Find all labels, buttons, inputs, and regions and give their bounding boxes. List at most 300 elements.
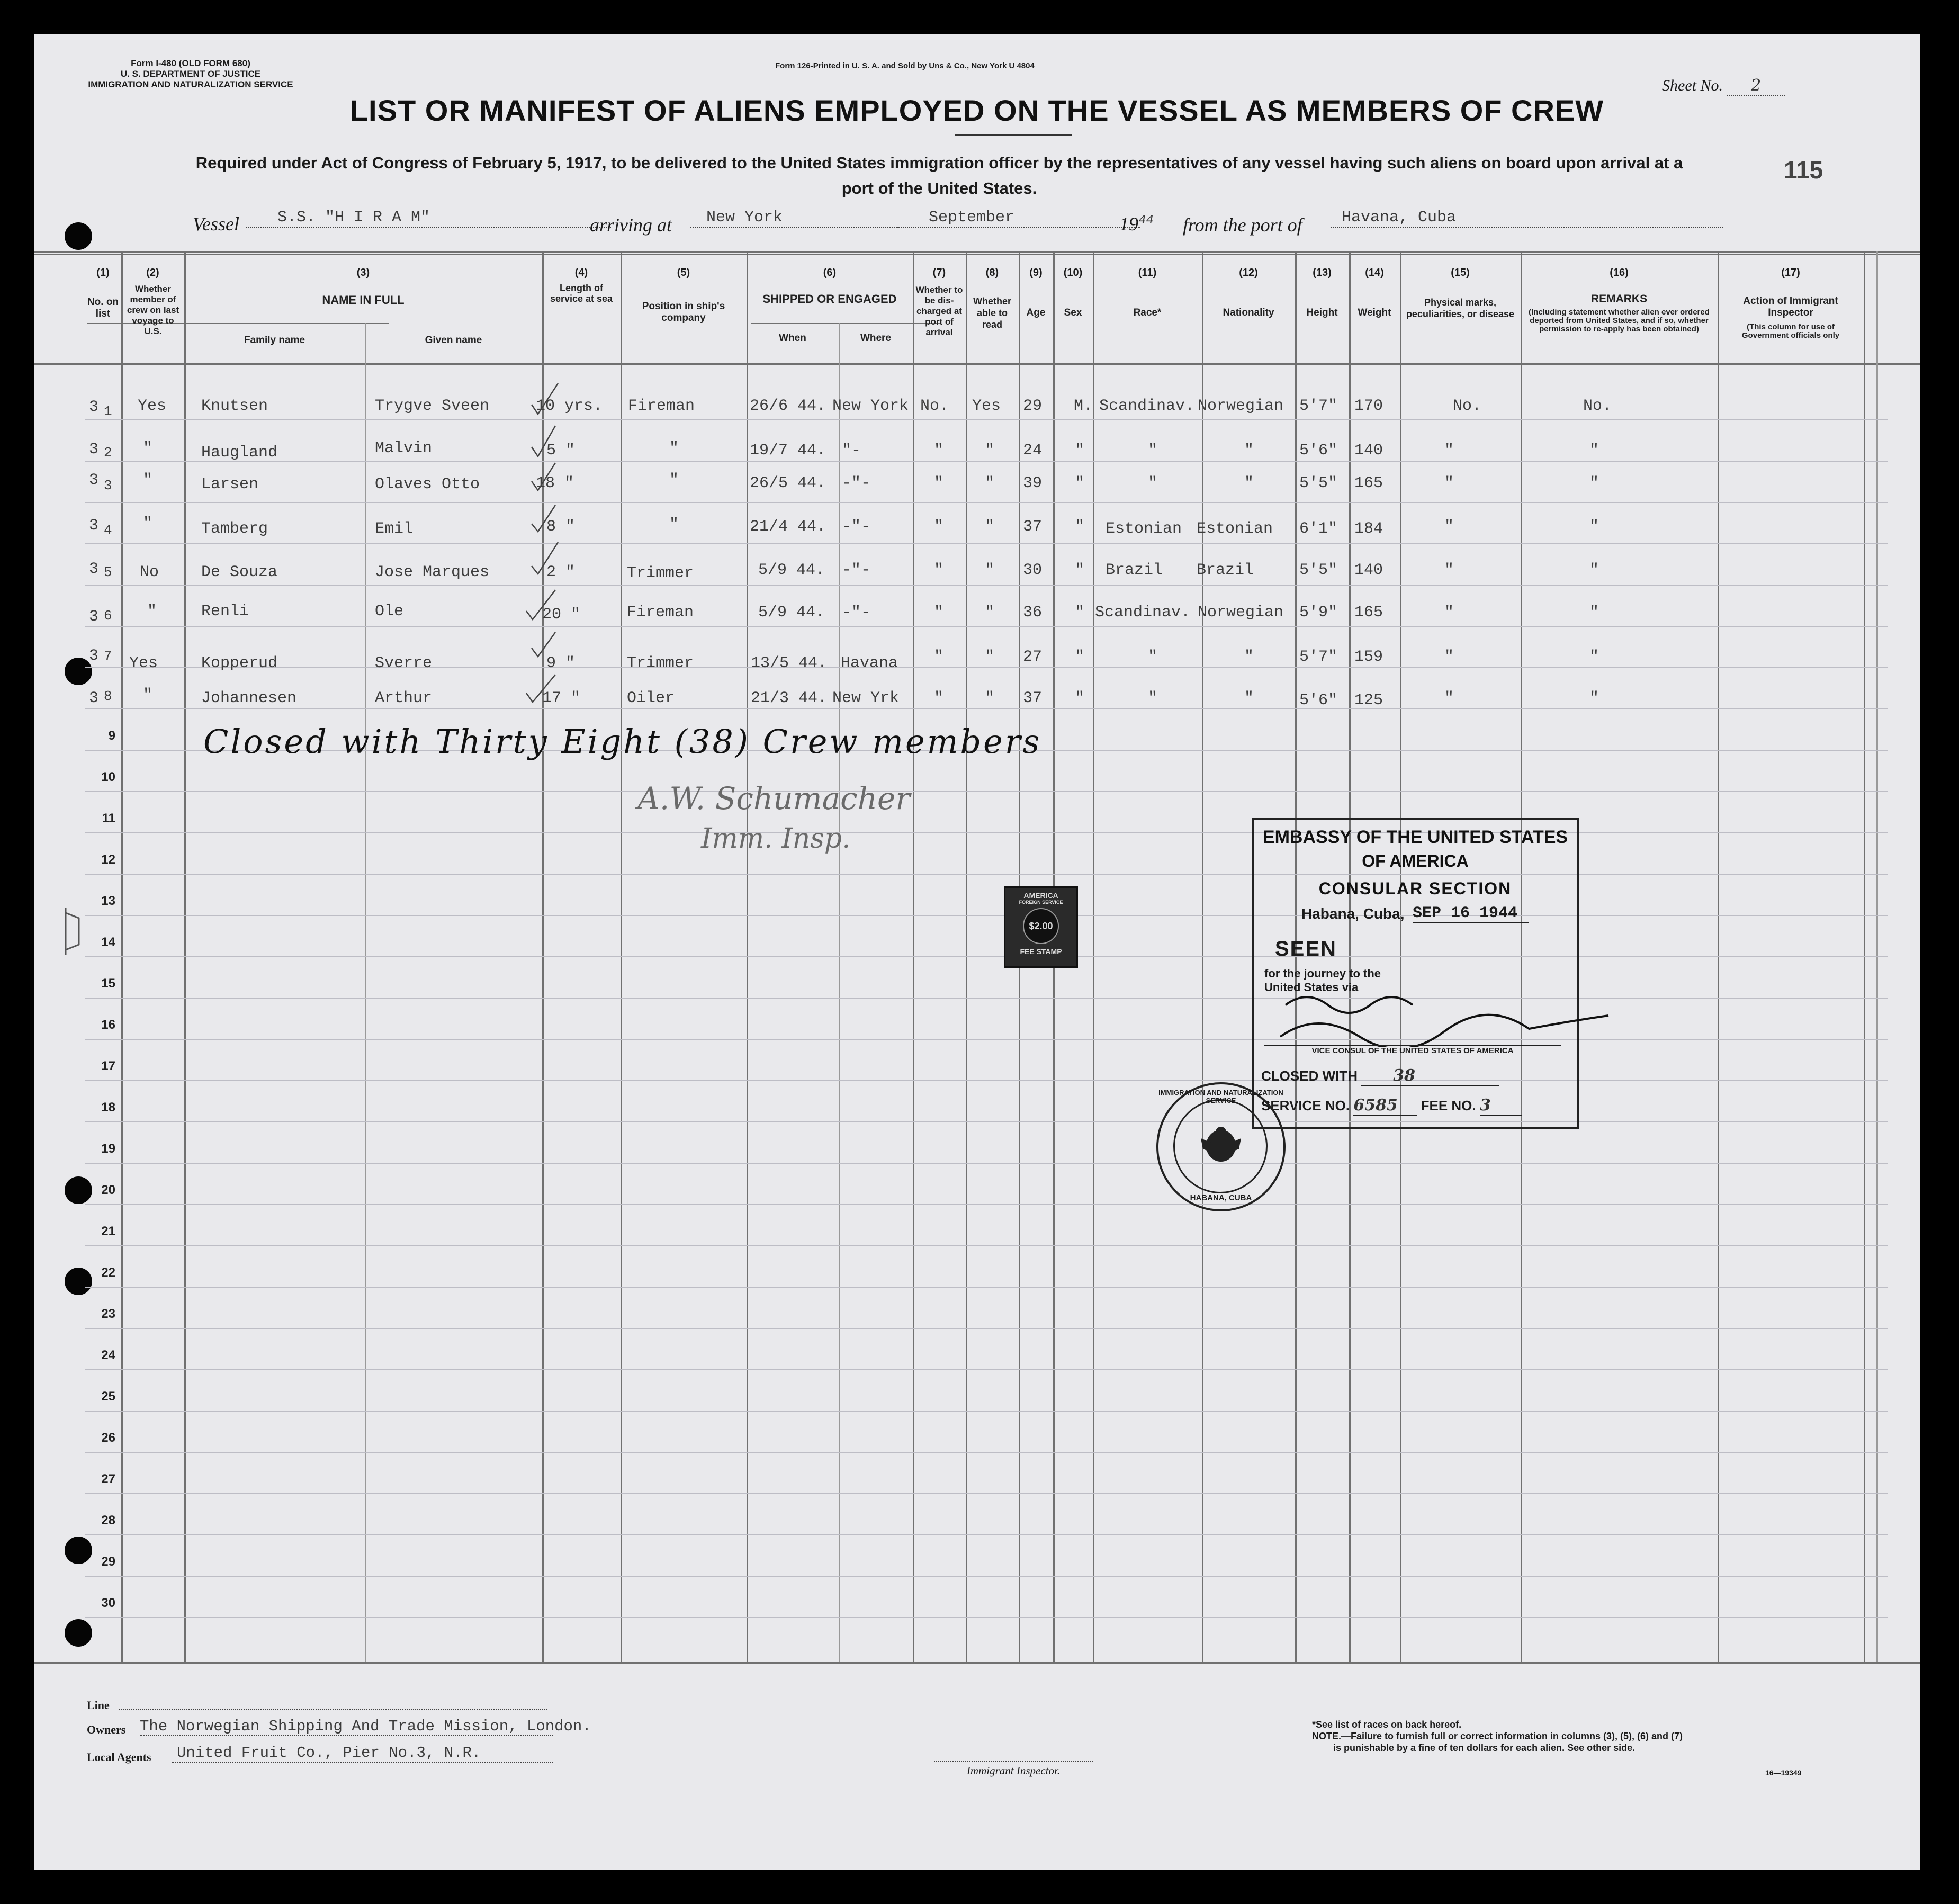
sex-cell: " bbox=[1075, 648, 1085, 666]
column-number: (3) bbox=[356, 267, 370, 279]
family-name-cell: Kopperud bbox=[201, 654, 278, 672]
position-cell: Trimmer bbox=[627, 564, 694, 582]
race-cell: " bbox=[1148, 689, 1158, 707]
seal-outer-text: IMMIGRATION AND NATURALIZATION SERVICE bbox=[1158, 1089, 1283, 1104]
row-number-label: 16 bbox=[101, 1018, 115, 1032]
stamp-seen: SEEN bbox=[1275, 937, 1337, 960]
family-name-cell: Tamberg bbox=[201, 520, 268, 538]
seal-bottom-text: HABANA, CUBA bbox=[1190, 1193, 1252, 1202]
closing-note: Closed with Thirty Eight (38) Crew members bbox=[203, 722, 1042, 761]
row-prefix: 3 bbox=[89, 398, 99, 416]
row-number-label: 18 bbox=[101, 1100, 115, 1115]
length-cell: 8 " bbox=[546, 518, 576, 536]
last-voyage-cell: " bbox=[147, 603, 157, 621]
when-cell: 13/5 44. bbox=[751, 654, 828, 672]
sheet-value: 2 bbox=[1727, 76, 1785, 96]
where-cell: -"- bbox=[842, 561, 871, 579]
row-rule bbox=[85, 915, 1888, 916]
inspector-signature: A.W. Schumacher bbox=[637, 780, 911, 816]
where-cell: -"- bbox=[842, 518, 871, 536]
age-cell: 36 bbox=[1023, 604, 1043, 622]
given-name-cell: Jose Marques bbox=[375, 563, 490, 581]
stamp-service bbox=[1261, 1096, 1522, 1116]
when-cell: 19/7 44. bbox=[750, 442, 826, 460]
fee-stamp bbox=[1004, 886, 1078, 968]
header-name-in-full: NAME IN FULL bbox=[322, 293, 405, 307]
vessel-label: Vessel bbox=[193, 213, 239, 235]
column-number: (14) bbox=[1365, 267, 1384, 279]
footer-line-label: Line bbox=[87, 1699, 110, 1712]
page-number: 115 bbox=[1784, 156, 1823, 184]
remarks-cell: " bbox=[1589, 648, 1599, 666]
nationality-cell: Norwegian bbox=[1198, 397, 1284, 415]
footer-owners: The Norwegian Shipping And Trade Mission, London. bbox=[140, 1718, 591, 1735]
race-cell: Scandinav. bbox=[1099, 397, 1195, 415]
sex-cell: " bbox=[1075, 604, 1085, 622]
read-cell: " bbox=[985, 648, 995, 666]
read-cell: " bbox=[985, 442, 995, 460]
header-inspector-action: Action of Immigrant Inspector bbox=[1743, 295, 1838, 318]
read-cell: " bbox=[985, 561, 995, 579]
stamp-journey-2: United States via bbox=[1264, 981, 1359, 994]
row-prefix: 3 bbox=[89, 471, 99, 489]
sex-cell: " bbox=[1075, 518, 1085, 536]
consul-signature bbox=[1275, 989, 1614, 1047]
length-cell: 9 " bbox=[546, 654, 576, 672]
column-number: (7) bbox=[932, 267, 946, 279]
discharged-cell: " bbox=[934, 442, 944, 460]
length-cell: 10 yrs. bbox=[536, 397, 603, 415]
race-cell: Scandinav. bbox=[1095, 604, 1191, 622]
fee-stamp-label: FEE STAMP bbox=[1020, 947, 1062, 956]
race-cell: " bbox=[1148, 648, 1158, 666]
header-race: Race* bbox=[1133, 307, 1162, 318]
header-length-of-service: Length of service at sea bbox=[550, 283, 613, 304]
stamp-closed-label: CLOSED WITH bbox=[1261, 1068, 1358, 1084]
consular-stamp bbox=[1252, 818, 1579, 1129]
footer-races-note: *See list of races on back hereof. bbox=[1312, 1719, 1462, 1730]
header-where: Where bbox=[860, 333, 892, 344]
column-rule bbox=[839, 323, 840, 1662]
row-number-label: 20 bbox=[101, 1183, 115, 1197]
stamp-city: Habana, Cuba, bbox=[1301, 905, 1405, 922]
nationality-cell: " bbox=[1244, 648, 1254, 666]
race-cell: Brazil bbox=[1106, 561, 1163, 579]
subtitle bbox=[55, 150, 1823, 201]
discharged-cell: " bbox=[934, 518, 944, 536]
height-cell: 5'7" bbox=[1299, 648, 1338, 666]
nationality-cell: " bbox=[1244, 689, 1254, 707]
last-voyage-cell: " bbox=[143, 686, 153, 704]
row-number-label: 29 bbox=[101, 1555, 115, 1569]
stamp-fee-value: 3 bbox=[1480, 1096, 1522, 1116]
header-age: Age bbox=[1026, 307, 1046, 318]
marks-cell: " bbox=[1444, 604, 1454, 622]
race-cell: " bbox=[1148, 474, 1158, 492]
row-prefix: 3 bbox=[89, 608, 99, 626]
column-number: (16) bbox=[1610, 267, 1629, 279]
column-number: (2) bbox=[146, 267, 159, 279]
footer-line-rule bbox=[119, 1709, 547, 1710]
row-rule bbox=[85, 1080, 1888, 1081]
last-voyage-cell: Yes bbox=[129, 654, 158, 672]
where-cell: New York bbox=[832, 397, 909, 415]
subtitle-line-1: Required under Act of Congress of February 5, 1917, to be delivered to the United States immigration officer by the representatives of any vessel having such aliens on board upon arrival at a bbox=[195, 154, 1683, 172]
vessel-name: S.S. "H I R A M" bbox=[246, 209, 611, 228]
footer-note-2: is punishable by a fine of ten dollars for each alien. See other side. bbox=[1333, 1743, 1636, 1753]
where-cell: -"- bbox=[842, 604, 871, 622]
discharged-cell: " bbox=[934, 474, 944, 492]
position-cell: Fireman bbox=[628, 397, 695, 415]
row-number-label: 27 bbox=[101, 1472, 115, 1486]
header-no-on-list: No. on list bbox=[87, 297, 119, 319]
row-number: 3 bbox=[104, 478, 112, 493]
arrival-month: September bbox=[897, 209, 1140, 228]
service-name: IMMIGRATION AND NATURALIZATION SERVICE bbox=[88, 79, 293, 89]
height-cell: 5'5" bbox=[1299, 561, 1338, 579]
table-top-rule-2 bbox=[34, 254, 1920, 255]
header-family-name: Family name bbox=[244, 335, 305, 346]
stamp-date: SEP 16 1944 bbox=[1413, 904, 1529, 923]
column-number: (11) bbox=[1138, 267, 1157, 279]
from-label: from the port of bbox=[1183, 214, 1302, 236]
row-number-label: 23 bbox=[101, 1307, 115, 1321]
sex-cell: " bbox=[1075, 474, 1085, 492]
position-cell: Fireman bbox=[627, 604, 694, 622]
fold-mark bbox=[55, 902, 92, 960]
height-cell: 6'1" bbox=[1299, 520, 1338, 538]
position-cell: " bbox=[669, 439, 679, 457]
row-rule bbox=[85, 1452, 1888, 1453]
discharged-cell: " bbox=[934, 648, 944, 666]
page-title: LIST OR MANIFEST OF ALIENS EMPLOYED ON THE VESSEL AS MEMBERS OF CREW bbox=[349, 94, 1604, 127]
weight-cell: 165 bbox=[1354, 604, 1383, 622]
row-rule bbox=[85, 1369, 1888, 1370]
given-name-cell: Trygve Sveen bbox=[375, 397, 490, 415]
row-number: 6 bbox=[104, 608, 112, 624]
row-rule bbox=[85, 791, 1888, 792]
from-port: Havana, Cuba bbox=[1331, 209, 1723, 228]
row-number-label: 19 bbox=[101, 1142, 115, 1156]
footer-inspector-label: Immigrant Inspector. bbox=[934, 1761, 1093, 1777]
sex-cell: M. bbox=[1074, 397, 1093, 415]
height-cell: 5'6" bbox=[1299, 442, 1338, 460]
table-bottom-rule bbox=[34, 1662, 1920, 1664]
row-prefix: 3 bbox=[89, 647, 99, 665]
family-name-cell: De Souza bbox=[201, 563, 278, 581]
marks-cell: " bbox=[1444, 561, 1454, 579]
given-name-cell: Olaves Otto bbox=[375, 475, 480, 493]
arrival-year bbox=[1119, 213, 1154, 235]
age-cell: 29 bbox=[1023, 397, 1043, 415]
row-number: 8 bbox=[104, 688, 112, 704]
punch-hole bbox=[65, 658, 92, 685]
row-number: 1 bbox=[104, 403, 112, 419]
title-rule bbox=[955, 134, 1072, 136]
manifest-sheet bbox=[34, 34, 1920, 1870]
family-name-cell: Johannesen bbox=[201, 689, 297, 707]
weight-cell: 170 bbox=[1354, 397, 1383, 415]
row-number-label: 14 bbox=[101, 935, 115, 949]
read-cell: " bbox=[985, 604, 995, 622]
immigration-seal bbox=[1156, 1082, 1286, 1211]
row-rule bbox=[85, 502, 1888, 503]
height-cell: 5'9" bbox=[1299, 604, 1338, 622]
row-rule bbox=[85, 461, 1888, 462]
row-rule bbox=[85, 1245, 1888, 1246]
when-cell: 21/3 44. bbox=[751, 689, 828, 707]
row-rule bbox=[85, 956, 1888, 957]
length-cell: 5 " bbox=[546, 442, 576, 460]
marks-cell: " bbox=[1444, 442, 1454, 460]
header-given-name: Given name bbox=[425, 335, 482, 346]
column-number: (5) bbox=[677, 267, 690, 279]
row-number-label: 22 bbox=[101, 1265, 115, 1280]
where-cell: Havana bbox=[841, 654, 898, 672]
weight-cell: 140 bbox=[1354, 442, 1383, 460]
remarks-cell: " bbox=[1589, 518, 1599, 536]
row-rule bbox=[85, 1121, 1888, 1122]
header-height: Height bbox=[1306, 307, 1338, 318]
header-weight: Weight bbox=[1358, 307, 1391, 318]
age-cell: 30 bbox=[1023, 561, 1043, 579]
header-inspector-note: (This column for use of Government officials only bbox=[1741, 322, 1840, 340]
row-number-label: 12 bbox=[101, 852, 115, 867]
header-physical-marks: Physical marks, peculiarities, or disease bbox=[1406, 297, 1515, 319]
header-bottom-rule bbox=[34, 363, 1920, 365]
stamp-line3: CONSULAR SECTION bbox=[1318, 879, 1512, 898]
when-cell: 5/9 44. bbox=[758, 604, 825, 622]
marks-cell: " bbox=[1444, 689, 1454, 707]
given-name-cell: Malvin bbox=[375, 439, 433, 457]
last-voyage-cell: " bbox=[143, 515, 153, 533]
position-cell: Trimmer bbox=[627, 654, 694, 672]
last-voyage-cell: " bbox=[143, 439, 153, 457]
sex-cell: " bbox=[1075, 689, 1085, 707]
row-number: 4 bbox=[104, 522, 112, 538]
table-top-rule bbox=[34, 251, 1920, 253]
header-remarks-note: (Including statement whether alien ever ordered deported from United States, and if so, whether permission to re-apply has been obtained) bbox=[1529, 308, 1710, 334]
remarks-cell: " bbox=[1589, 442, 1599, 460]
arriving-port: New York bbox=[690, 209, 897, 228]
punch-hole bbox=[65, 222, 92, 250]
row-number-label: 30 bbox=[101, 1596, 115, 1610]
header-able-to-read: Whether able to read bbox=[973, 296, 1011, 330]
printer-line: Form 126-Printed in U. S. A. and Sold by Uns & Co., New York U 4804 bbox=[775, 61, 1035, 70]
given-name-cell: Ole bbox=[375, 603, 404, 621]
stamp-closed-value: 38 bbox=[1361, 1066, 1499, 1086]
age-cell: 37 bbox=[1023, 518, 1043, 536]
row-rule bbox=[85, 543, 1888, 544]
header-position: Position in ship's company bbox=[642, 301, 725, 324]
remarks-cell: " bbox=[1589, 561, 1599, 579]
header-last-voyage: Whether member of crew on last voyage to U.S. bbox=[127, 284, 179, 336]
position-cell: " bbox=[669, 471, 679, 489]
position-cell: Oiler bbox=[627, 689, 675, 707]
column-number: (13) bbox=[1313, 267, 1332, 279]
row-prefix: 3 bbox=[89, 689, 99, 707]
discharged-cell: " bbox=[934, 561, 944, 579]
fee-stamp-line2: FOREIGN SERVICE bbox=[1019, 900, 1063, 905]
footer-agents-label: Local Agents bbox=[87, 1750, 151, 1764]
header-nationality: Nationality bbox=[1223, 307, 1274, 318]
weight-cell: 159 bbox=[1354, 648, 1383, 666]
race-cell: " bbox=[1148, 442, 1158, 460]
inspector-title: Imm. Insp. bbox=[701, 823, 851, 855]
when-cell: 5/9 44. bbox=[758, 561, 825, 579]
year-prefix: 19 bbox=[1119, 213, 1138, 235]
fee-stamp-line1: AMERICA bbox=[1023, 891, 1058, 900]
column-number: (8) bbox=[985, 267, 999, 279]
stamp-line2: OF AMERICA bbox=[1362, 851, 1469, 870]
marks-cell: " bbox=[1444, 518, 1454, 536]
when-cell: 21/4 44. bbox=[750, 518, 826, 536]
height-cell: 5'7" bbox=[1299, 397, 1338, 415]
stamp-fee-label: FEE NO. bbox=[1421, 1098, 1476, 1113]
stamp-consul-title: VICE CONSUL OF THE UNITED STATES OF AMERICA bbox=[1264, 1045, 1561, 1055]
row-prefix: 3 bbox=[89, 560, 99, 578]
row-rule bbox=[85, 667, 1888, 668]
remarks-cell: No. bbox=[1583, 397, 1612, 415]
fee-stamp-value: $2.00 bbox=[1023, 908, 1059, 944]
remarks-cell: " bbox=[1589, 604, 1599, 622]
last-voyage-cell: Yes bbox=[138, 397, 167, 415]
read-cell: " bbox=[985, 474, 995, 492]
remarks-cell: " bbox=[1589, 689, 1599, 707]
row-rule bbox=[85, 874, 1888, 875]
column-number: (12) bbox=[1239, 267, 1258, 279]
arriving-label: arriving at bbox=[590, 214, 672, 236]
header-sex: Sex bbox=[1064, 307, 1082, 318]
position-cell: " bbox=[669, 516, 679, 534]
column-rule bbox=[365, 323, 366, 1662]
row-number-label: 11 bbox=[102, 811, 115, 825]
footer-owners-label: Owners bbox=[87, 1723, 126, 1736]
row-number-label: 9 bbox=[108, 729, 115, 743]
family-name-cell: Renli bbox=[201, 603, 249, 621]
length-cell: 18 " bbox=[536, 474, 574, 492]
header-when: When bbox=[779, 333, 806, 344]
row-number-label: 13 bbox=[101, 894, 115, 908]
year-suffix: 44 bbox=[1138, 213, 1154, 228]
footer-notes bbox=[1312, 1719, 1683, 1754]
header-shipped-engaged: SHIPPED OR ENGAGED bbox=[762, 292, 897, 306]
discharged-cell: No. bbox=[920, 397, 949, 415]
column-number: (10) bbox=[1063, 267, 1083, 279]
department: U. S. DEPARTMENT OF JUSTICE bbox=[120, 69, 261, 79]
last-voyage-cell: No bbox=[140, 563, 159, 581]
discharged-cell: " bbox=[934, 604, 944, 622]
row-rule bbox=[85, 998, 1888, 999]
column-number: (4) bbox=[574, 267, 588, 279]
footer-agents: United Fruit Co., Pier No.3, N.R. bbox=[172, 1744, 553, 1763]
row-prefix: 3 bbox=[89, 441, 99, 459]
row-rule bbox=[85, 1576, 1888, 1577]
where-cell: "- bbox=[842, 442, 861, 460]
row-rule bbox=[85, 1204, 1888, 1205]
row-rule bbox=[85, 1534, 1888, 1535]
row-rule bbox=[85, 832, 1888, 833]
read-cell: Yes bbox=[972, 397, 1001, 415]
nationality-cell: Norwegian bbox=[1198, 604, 1284, 622]
given-name-cell: Arthur bbox=[375, 689, 433, 707]
row-rule bbox=[85, 419, 1888, 420]
given-name-cell: Emil bbox=[375, 520, 414, 538]
sex-cell: " bbox=[1075, 561, 1085, 579]
row-number-label: 15 bbox=[101, 976, 115, 991]
marks-cell: " bbox=[1444, 648, 1454, 666]
row-number-label: 26 bbox=[101, 1431, 115, 1445]
nationality-cell: " bbox=[1244, 442, 1254, 460]
age-cell: 39 bbox=[1023, 474, 1043, 492]
where-cell: -"- bbox=[842, 474, 871, 492]
nationality-cell: Estonian bbox=[1197, 520, 1273, 538]
form-header-block bbox=[53, 58, 328, 90]
row-number-label: 25 bbox=[101, 1389, 115, 1404]
row-rule bbox=[85, 1039, 1888, 1040]
vessel-line bbox=[193, 213, 239, 235]
row-number: 2 bbox=[104, 445, 112, 461]
check-mark-icon bbox=[526, 383, 558, 702]
row-rule bbox=[85, 1163, 1888, 1164]
stamp-journey-1: for the journey to the bbox=[1264, 967, 1381, 980]
sheet-label: Sheet No. bbox=[1662, 77, 1723, 94]
row-rule bbox=[85, 1411, 1888, 1412]
row-prefix: 3 bbox=[89, 517, 99, 535]
footer-note-1: NOTE.—Failure to furnish full or correct information in columns (3), (5), (6) and (7) bbox=[1312, 1731, 1683, 1741]
length-cell: 2 " bbox=[546, 563, 576, 581]
age-cell: 27 bbox=[1023, 648, 1043, 666]
height-cell: 5'5" bbox=[1299, 474, 1338, 492]
row-rule bbox=[85, 708, 1888, 709]
row-number: 5 bbox=[104, 564, 112, 580]
row-rule bbox=[85, 626, 1888, 627]
read-cell: " bbox=[985, 689, 995, 707]
given-name-cell: Sverre bbox=[375, 654, 433, 672]
age-cell: 24 bbox=[1023, 442, 1043, 460]
discharged-cell: " bbox=[934, 689, 944, 707]
weight-cell: 125 bbox=[1354, 691, 1383, 709]
length-cell: 20 " bbox=[542, 606, 581, 624]
sex-cell: " bbox=[1075, 442, 1085, 460]
age-cell: 37 bbox=[1023, 689, 1043, 707]
row-rule bbox=[85, 1328, 1888, 1329]
remarks-cell: " bbox=[1589, 474, 1599, 492]
when-cell: 26/5 44. bbox=[750, 474, 826, 492]
eagle-icon bbox=[1198, 1122, 1244, 1169]
stamp-line1: EMBASSY OF THE UNITED STATES bbox=[1262, 827, 1568, 847]
punch-hole bbox=[65, 1619, 92, 1647]
footer-print-code: 16—19349 bbox=[1765, 1768, 1802, 1777]
where-cell: New Yrk bbox=[832, 689, 900, 707]
column-number: (15) bbox=[1451, 267, 1470, 279]
family-name-cell: Haugland bbox=[201, 444, 278, 462]
row-rule bbox=[85, 585, 1888, 586]
column-number: (1) bbox=[96, 267, 110, 279]
stamp-service-label: SERVICE NO. bbox=[1261, 1098, 1350, 1113]
row-rule bbox=[85, 1617, 1888, 1618]
column-number: (6) bbox=[823, 267, 837, 279]
row-number-label: 24 bbox=[101, 1348, 115, 1362]
family-name-cell: Knutsen bbox=[201, 397, 268, 415]
stamp-service-value: 6585 bbox=[1353, 1096, 1417, 1116]
when-cell: 26/6 44. bbox=[750, 397, 826, 415]
column-number: (17) bbox=[1781, 267, 1800, 279]
read-cell: " bbox=[985, 518, 995, 536]
nationality-cell: Brazil bbox=[1197, 561, 1254, 579]
column-number: (9) bbox=[1029, 267, 1043, 279]
row-rule bbox=[85, 1493, 1888, 1494]
